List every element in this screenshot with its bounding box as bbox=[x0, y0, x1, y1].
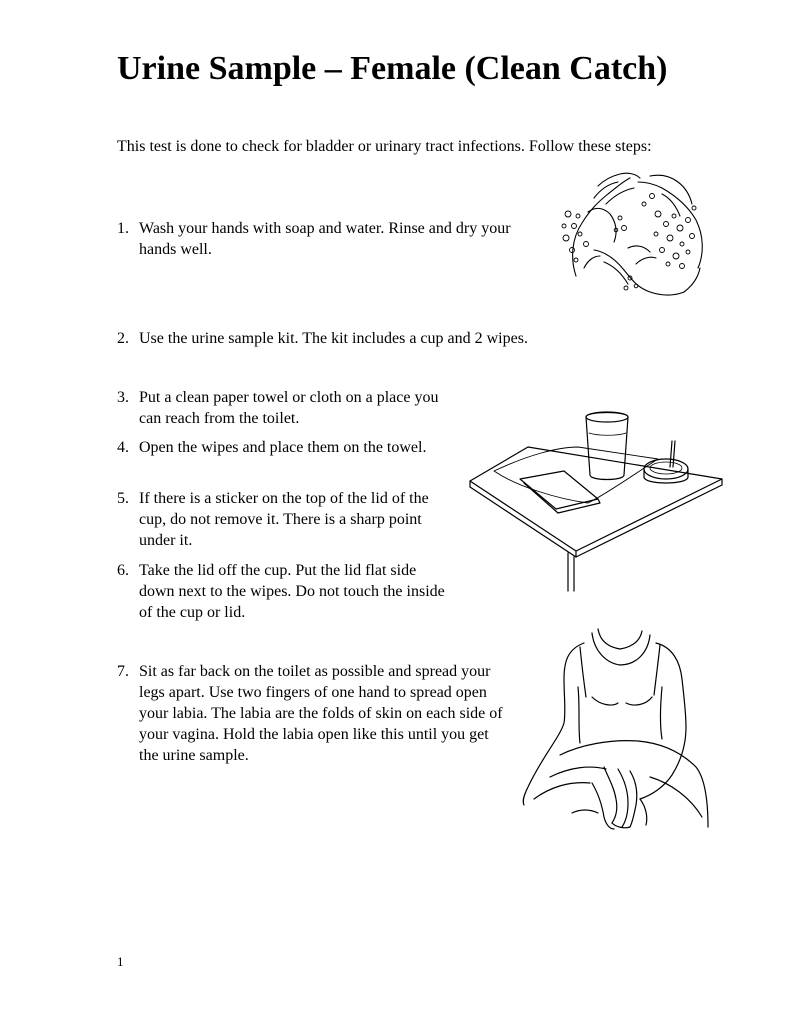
step-6-number: 6. bbox=[117, 562, 129, 579]
page-number: 1 bbox=[117, 954, 124, 969]
step-3-text: Put a clean paper towel or cloth on a place you can reach from the toilet. bbox=[139, 389, 439, 427]
seated-woman-illustration bbox=[520, 627, 710, 832]
page-title: Urine Sample – Female (Clean Catch) bbox=[117, 50, 668, 87]
step-2-number: 2. bbox=[117, 330, 129, 347]
step-3-number: 3. bbox=[117, 389, 129, 406]
hand-washing-illustration bbox=[558, 168, 713, 308]
step-2-text: Use the urine sample kit. The kit includes a cup and 2 wipes. bbox=[139, 330, 528, 347]
step-7-text: Sit as far back on the toilet as possible and spread your legs apart. Use two fingers of one hand to spread open your labia. The labia are the folds of skin on each side of your vagina. Hold the labia open like this until you get the urine sample. bbox=[139, 663, 503, 764]
step-6-text: Take the lid off the cup. Put the lid flat side down next to the wipes. Do not touch the inside of the cup or lid. bbox=[139, 562, 445, 621]
intro-paragraph: This test is done to check for bladder or urinary tract infections. Follow these steps: bbox=[117, 138, 652, 155]
step-4-text: Open the wipes and place them on the towel. bbox=[139, 439, 427, 456]
step-5-number: 5. bbox=[117, 490, 129, 507]
step-4-number: 4. bbox=[117, 439, 129, 456]
step-1-text: Wash your hands with soap and water. Rinse and dry your hands well. bbox=[139, 220, 511, 258]
step-7-number: 7. bbox=[117, 663, 129, 680]
table-cup-lid-wipes-illustration bbox=[468, 403, 723, 593]
step-5-text: If there is a sticker on the top of the lid of the cup, do not remove it. There is a sharp point under it. bbox=[139, 490, 429, 549]
step-1-number: 1. bbox=[117, 220, 129, 237]
